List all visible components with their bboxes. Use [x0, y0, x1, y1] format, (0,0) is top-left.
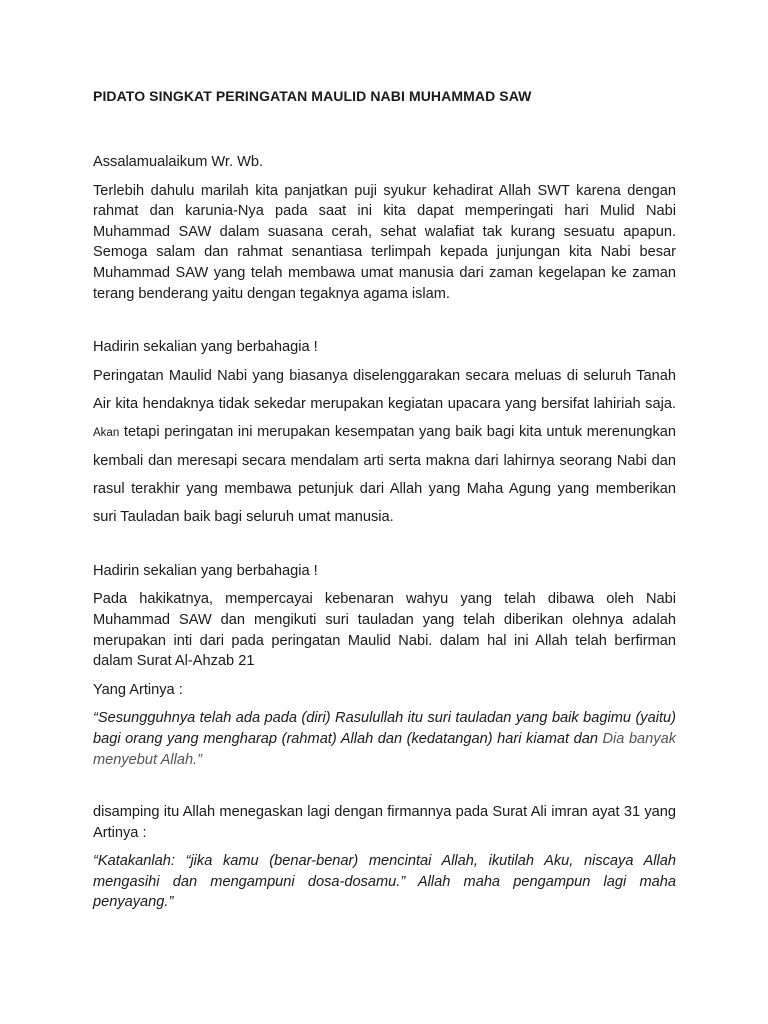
paragraph-maulid-meaning [93, 362, 676, 531]
quote-al-ahzab-main: “Sesungguhnya telah ada pada (diri) Rasulullah itu suri tauladan yang baik bagimu (yaitu) bagi orang yang mengharap (rahmat) Allah dan (kedatangan) hari kiamat dan [93, 710, 676, 747]
document-title: PIDATO SINGKAT PERINGATAN MAULID NABI MUHAMMAD SAW [93, 88, 532, 104]
meaning-label: Yang Artinya : [93, 681, 183, 698]
greeting: Assalamualaikum Wr. Wb. [93, 154, 264, 170]
quote-al-ahzab [93, 708, 676, 770]
address-audience-1: Hadirin sekalian yang berbahagia ! [93, 339, 318, 356]
paragraph-opening: Terlebih dahulu marilah kita panjatkan puji syukur kehadirat Allah SWT karena dengan rahmat dan karunia-Nya pada saat ini kita dapat memperingati hari Mulid Nabi Muhammad SAW dalam suasana cerah, sehat walafiat tak kurang sesuatu apapun. Semoga salam dan rahmat senantiasa terlimpah kepada junjungan kita Nabi besar Muhammad SAW yang telah membawa umat manusia dari zaman kegelapan ke zaman terang benderang yaitu dengan tegaknya agama islam. [93, 182, 676, 302]
address-audience-2: Hadirin sekalian yang berbahagia ! [93, 562, 318, 579]
paragraph-essence: Pada hakikatnya, mempercayai kebenaran wahyu yang telah dibawa oleh Nabi Muhammad SAW dan mengikuti suri tauladan yang telah diberikan olehnya adalah merupakan inti dari pada peringatan Maulid Nabi. dalam hal ini Allah telah berfirman dalam Surat Al-Ahzab 21 [93, 591, 676, 670]
paragraph-maulid-meaning-small-word: Akan [93, 426, 120, 439]
quote-al-ahzab-tail: Dia banyak menyebut Allah.” [93, 730, 677, 768]
document-page [93, 86, 676, 945]
paragraph-maulid-meaning-part1: Peringatan Maulid Nabi yang biasanya diselenggarakan secara meluas di seluruh Tanah Air kita hendaknya tidak sekedar merupakan kegiatan upacara yang bersifat lahiriah saja. [93, 367, 676, 412]
quote-ali-imran: “Katakanlah: “jika kamu (benar-benar) mencintai Allah, ikutilah Aku, niscaya Allah mengasihi dan mengampuni dosa-dosamu.” Allah maha pengampun lagi maha penyayang.” [93, 853, 676, 911]
paragraph-maulid-meaning-part2: tetapi peringatan ini merupakan kesempatan yang baik bagi kita untuk merenungkan kembali dan meresapi secara mendalam arti serta makna dari lahirnya seorang Nabi dan rasul terakhir yang membawa petunjuk dari Allah yang Maha Agung yang memberikan suri Tauladan baik bagi seluruh umat manusia. [93, 423, 676, 525]
paragraph-ali-imran: disamping itu Allah menegaskan lagi dengan firmannya pada Surat Ali imran ayat 31 yang Artinya : [93, 804, 676, 841]
